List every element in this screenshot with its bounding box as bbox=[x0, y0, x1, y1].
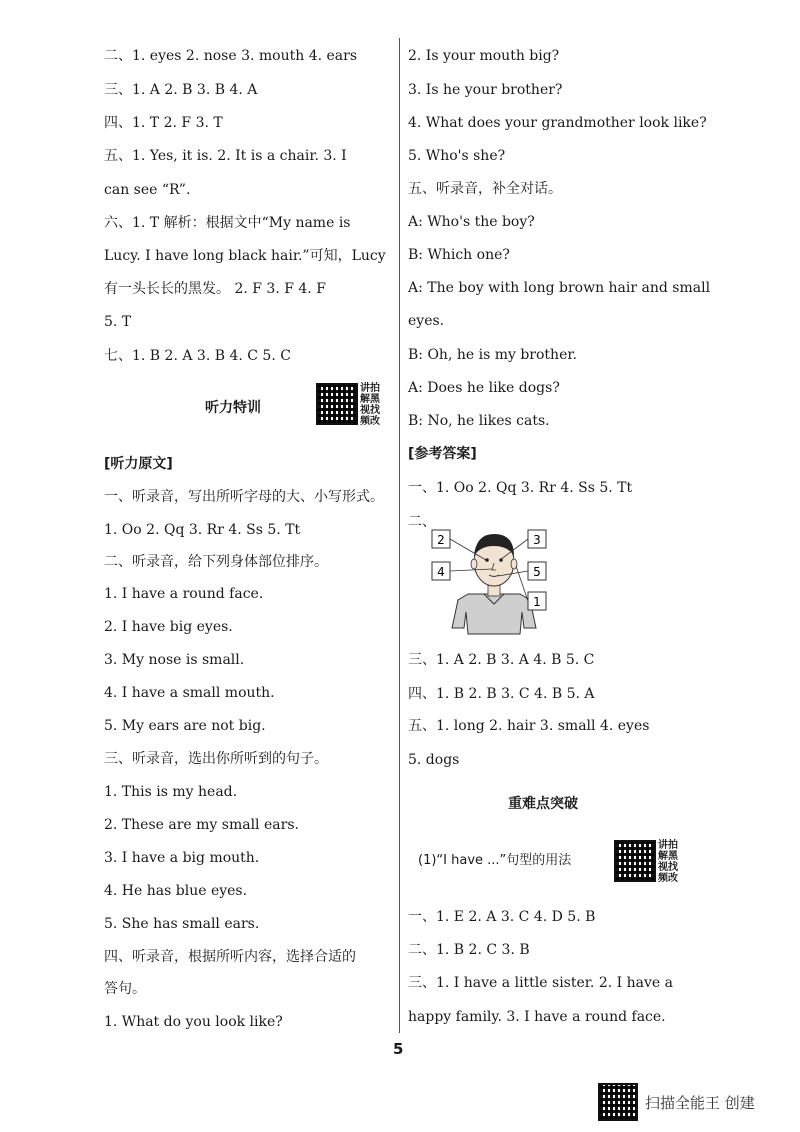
answer-line: 1. Oo 2. Qq 3. Rr 4. Ss 5. Tt bbox=[104, 522, 301, 538]
answer-line: 5. My ears are not big. bbox=[104, 718, 266, 734]
scanner-logo-icon bbox=[598, 1083, 638, 1121]
dialogue-line: A: The boy with long brown hair and small bbox=[408, 280, 711, 296]
section-title: 听力特训 bbox=[205, 400, 261, 416]
dialogue-line: B: No, he likes cats. bbox=[408, 413, 550, 429]
answer-line: 二、1. eyes 2. nose 3. mouth 4. ears bbox=[104, 48, 358, 64]
answer-line: 5. dogs bbox=[408, 752, 460, 768]
answer-line: 5. Who's she? bbox=[408, 148, 506, 164]
answer-line: 5. She has small ears. bbox=[104, 916, 260, 932]
answer-line: 一、1. E 2. A 3. C 4. D 5. B bbox=[408, 909, 596, 925]
boy-face-diagram bbox=[428, 516, 558, 636]
question-heading: 三、听录音，选出你所听到的句子。 bbox=[104, 751, 328, 767]
answer-line: 4. What does your grandmother look like? bbox=[408, 115, 707, 131]
answer-line: 5. T bbox=[104, 314, 132, 330]
answer-line: 4. He has blue eyes. bbox=[104, 883, 248, 899]
answer-line: 四、1. B 2. B 3. C 4. B 5. A bbox=[408, 686, 595, 702]
subsection-title: (1)“I have ...”句型的用法 bbox=[418, 853, 572, 868]
qr-code-icon bbox=[316, 383, 358, 425]
question-heading: 一、听录音，写出所听字母的大、小写形式。 bbox=[104, 489, 384, 505]
answer-line: can see “R”. bbox=[104, 182, 191, 198]
answer-line: happy family. 3. I have a round face. bbox=[408, 1009, 666, 1025]
answer-line: 二、1. B 2. C 3. B bbox=[408, 942, 530, 958]
question-heading: 答句。 bbox=[104, 981, 146, 997]
answer-line: 五、1. Yes, it is. 2. It is a chair. 3. I bbox=[104, 148, 347, 164]
question-heading: 四、听录音，根据所听内容，选择合适的 bbox=[104, 949, 356, 965]
answer-line: 有一头长长的黑发。 2. F 3. F 4. F bbox=[104, 281, 326, 297]
answer-line: 1. This is my head. bbox=[104, 784, 238, 800]
answer-line: 3. Is he your brother? bbox=[408, 82, 563, 98]
dialogue-line: B: Oh, he is my brother. bbox=[408, 347, 577, 363]
qr-caption: 讲拍解黑视找频改 bbox=[360, 383, 380, 427]
question-heading: 五、听录音，补全对话。 bbox=[408, 181, 562, 197]
footer-watermark: 扫描全能王 创建 bbox=[645, 1094, 755, 1112]
diagram-label: 1 bbox=[533, 595, 541, 609]
question-heading: 二、听录音，给下列身体部位排序。 bbox=[104, 554, 328, 570]
answer-line: Lucy. I have long black hair.”可知，Lucy bbox=[104, 248, 386, 264]
section-heading: [参考答案] bbox=[408, 446, 477, 462]
answer-line: 3. My nose is small. bbox=[104, 652, 245, 668]
answer-line: 2. Is your mouth big? bbox=[408, 48, 560, 64]
answer-line: 五、1. long 2. hair 3. small 4. eyes bbox=[408, 718, 650, 734]
dialogue-line: A: Does he like dogs? bbox=[408, 380, 560, 396]
section-title: 重难点突破 bbox=[508, 796, 578, 812]
answer-line: 4. I have a small mouth. bbox=[104, 685, 275, 701]
diagram-label: 3 bbox=[533, 533, 541, 547]
diagram-label: 2 bbox=[437, 533, 445, 547]
answer-line: 六、1. T 解析：根据文中“My name is bbox=[104, 215, 351, 231]
qr-caption: 讲拍解黑视找频改 bbox=[658, 840, 678, 884]
page-number: 5 bbox=[393, 1040, 404, 1058]
answer-line: 3. I have a big mouth. bbox=[104, 850, 260, 866]
answer-line: 七、1. B 2. A 3. B 4. C 5. C bbox=[104, 348, 291, 364]
dialogue-line: A: Who's the boy? bbox=[408, 214, 535, 230]
column-divider bbox=[399, 38, 400, 1033]
answer-line: 一、1. Oo 2. Qq 3. Rr 4. Ss 5. Tt bbox=[408, 480, 633, 496]
dialogue-line: eyes. bbox=[408, 313, 445, 329]
answer-line: 三、1. A 2. B 3. B 4. A bbox=[104, 82, 258, 98]
answer-line: 四、1. T 2. F 3. T bbox=[104, 115, 223, 131]
answer-line: 2. I have big eyes. bbox=[104, 619, 233, 635]
answer-line: 1. What do you look like? bbox=[104, 1014, 283, 1030]
answer-line: 三、1. I have a little sister. 2. I have a bbox=[408, 975, 673, 991]
answer-line: 三、1. A 2. B 3. A 4. B 5. C bbox=[408, 652, 595, 668]
qr-code-icon bbox=[614, 840, 656, 882]
answer-line: 2. These are my small ears. bbox=[104, 817, 299, 833]
diagram-label: 4 bbox=[437, 565, 445, 579]
diagram-label: 5 bbox=[533, 565, 541, 579]
section-heading: [听力原文] bbox=[104, 456, 173, 472]
answer-line: 1. I have a round face. bbox=[104, 586, 264, 602]
dialogue-line: B: Which one? bbox=[408, 247, 510, 263]
answer-line: 二、 bbox=[408, 514, 436, 530]
